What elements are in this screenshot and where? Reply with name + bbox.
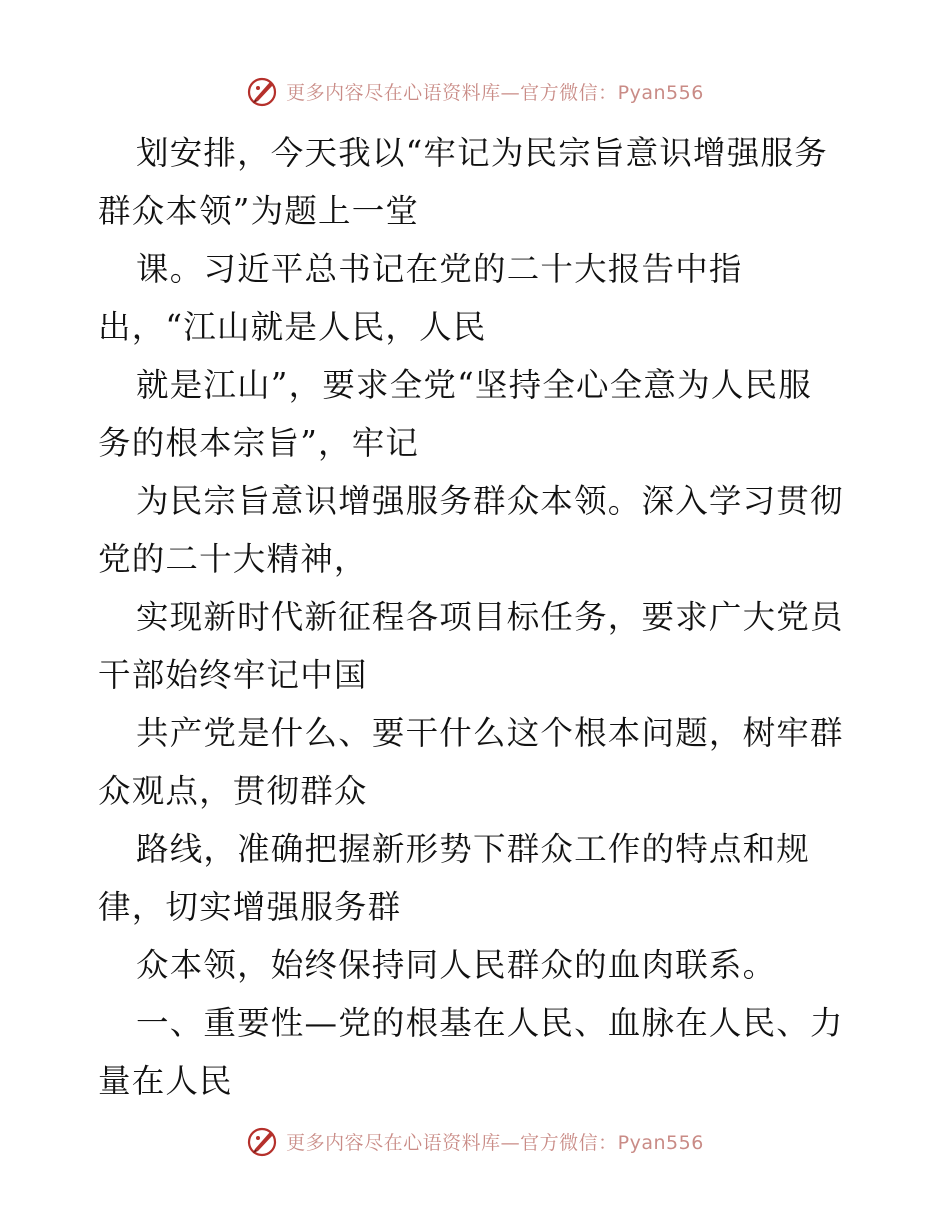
paragraph-line: 课。习近平总书记在党的二十大报告中指 — [136, 250, 743, 288]
paragraph-line: 干部始终牢记中国 — [98, 656, 368, 694]
watermark-label: 更多内容尽在心语资料库—官方微信：Pyan556 — [286, 1131, 704, 1154]
paragraph-line: 一、重要性—党的根基在人民、血脉在人民、力 — [136, 1004, 844, 1042]
document-body — [98, 124, 858, 1110]
paragraph-line: 务的根本宗旨”，牢记 — [98, 424, 420, 462]
paragraph-line: 出，“江山就是人民，人民 — [98, 308, 487, 346]
paragraph-line: 划安排，今天我以“牢记为民宗旨意识增强服务 — [136, 134, 828, 172]
watermark-footer — [0, 1124, 950, 1158]
paragraph-line: 群众本领”为题上一堂 — [98, 192, 420, 230]
paragraph-line: 量在人民 — [98, 1062, 233, 1100]
paragraph-line: 众本领，始终保持同人民群众的血肉联系。 — [136, 946, 777, 984]
watermark-label: 更多内容尽在心语资料库—官方微信：Pyan556 — [286, 81, 704, 104]
paragraph-line: 为民宗旨意识增强服务群众本领。深入学习贯彻 — [136, 482, 844, 520]
paragraph-line: 众观点，贯彻群众 — [98, 772, 368, 810]
pen-seal-icon — [246, 74, 280, 108]
watermark-header — [0, 74, 950, 108]
paragraph-line: 就是江山”，要求全党“坚持全心全意为人民服 — [136, 366, 812, 404]
paragraph-line: 律，切实增强服务群 — [98, 888, 402, 926]
paragraph-line: 共产党是什么、要干什么这个根本问题，树牢群 — [136, 714, 844, 752]
paragraph-line: 路线，准确把握新形势下群众工作的特点和规 — [136, 830, 811, 868]
pen-seal-icon — [246, 1124, 280, 1158]
paragraph-line: 党的二十大精神， — [98, 540, 368, 578]
paragraph-line: 实现新时代新征程各项目标任务，要求广大党员 — [136, 598, 844, 636]
